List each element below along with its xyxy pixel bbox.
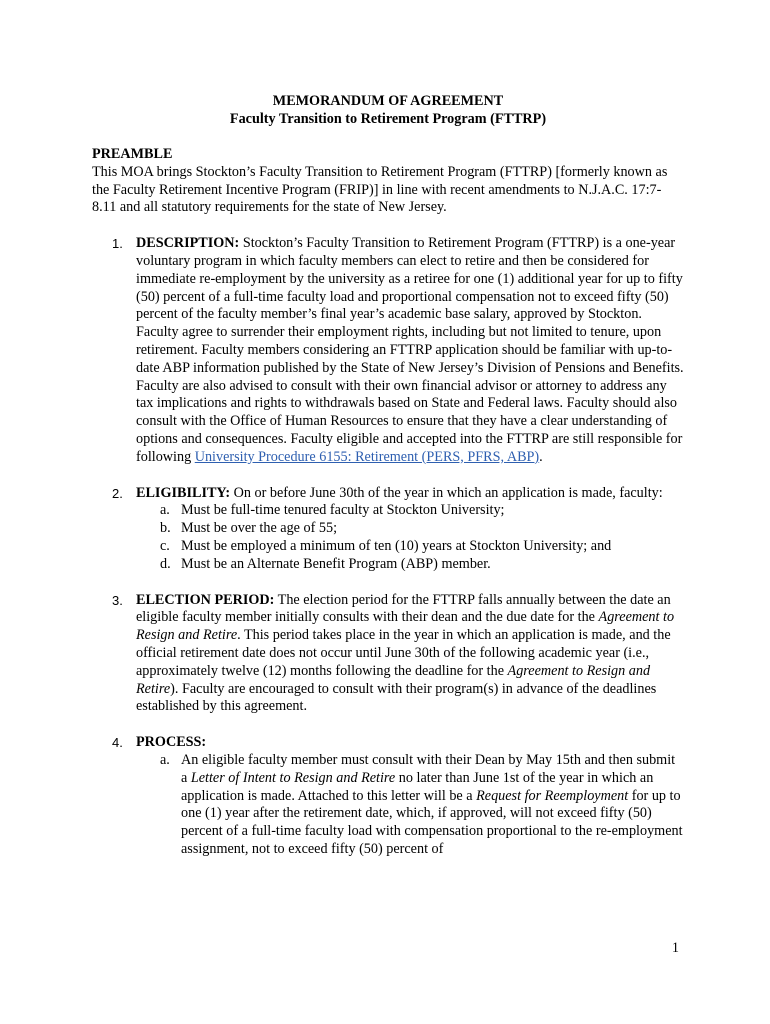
section-description xyxy=(92,235,684,466)
section-number: 3. xyxy=(112,592,123,608)
section-eligibility xyxy=(92,485,684,574)
list-letter: a. xyxy=(160,751,170,768)
section-number: 2. xyxy=(112,485,123,501)
list-item-text: Must be employed a minimum of ten (10) years at Stockton University; and xyxy=(181,537,612,554)
list-item-text: An eligible faculty member must consult with their Dean by May 15th and then submit a xyxy=(181,751,676,786)
page-number: 1 xyxy=(671,940,679,956)
list-item-text: no later than June 1st of the year in which an application is made. Attached to this letter will be a xyxy=(181,769,654,804)
list-item xyxy=(136,538,684,556)
document-page xyxy=(92,92,684,859)
section-text: The election period for the FTTRP falls annually between the date an eligible faculty member initially consults with their dean and the due date for the xyxy=(136,591,671,626)
section-text-end: . xyxy=(539,448,543,465)
list-letter: b. xyxy=(160,520,171,537)
university-procedure-link[interactable]: University Procedure 6155: Retirement (PERS, PFRS, ABP) xyxy=(194,448,540,465)
document-title xyxy=(92,92,684,128)
section-title: PROCESS: xyxy=(136,734,207,751)
section-text: Stockton’s Faculty Transition to Retirement Program (FTTRP) is a one-year voluntary program in which faculty members can elect to retire and then be considered for immediate re-employment by the university as a retiree for one (1) additional year for up to fifty (50) percent of a full-time faculty load and proportional compensation not to exceed fifty (50) percent of the faculty member’s final year’s academic base salary, approved by Stockton. Faculty agree to surrender their employment rights, including but not limited to tenure, upon retirement. Faculty members considering an FTTRP application should be familiar with up-to-date ABP information published by the State of New Jersey’s Division of Pensions and Benefits. Faculty are also advised to consult with their own financial advisor or attorney to address any tax implications and rights to withdrawals based on State and Federal laws. Faculty should also consult with the Office of Human Resources to ensure that they have a clear understanding of options and consequences. Faculty eligible and accepted into the FTTRP are still responsible for following xyxy=(136,235,684,465)
preamble-heading: PREAMBLE xyxy=(92,146,173,162)
section-title: ELECTION PERIOD: xyxy=(136,591,275,608)
section-number: 4. xyxy=(112,735,123,751)
section-text: . This period takes place in the year in which an application is made, and the official retirement date does not occur until June 30th of the following academic year (i.e., approximately twelve (12) months following the deadline for the xyxy=(136,627,671,679)
section-title: DESCRIPTION: xyxy=(136,235,240,252)
section-text: ). Faculty are encouraged to consult with their program(s) in advance of the deadlines established by this agreement. xyxy=(136,680,657,715)
list-item-text: for up to one (1) year after the retirement date, which, if approved, will not exceed fifty (50) percent of a full-time faculty load with compensation proportional to the re-employment assignment, not to exceed fifty (50) percent of xyxy=(181,787,683,857)
agreement-title: Agreement to Resign and Retire xyxy=(136,609,675,644)
list-item-text: Must be over the age of 55; xyxy=(181,520,338,537)
section-number: 1. xyxy=(112,236,123,252)
title-line-1: MEMORANDUM OF AGREEMENT xyxy=(272,93,504,109)
preamble-text: This MOA brings Stockton’s Faculty Transition to Retirement Program (FTTRP) [formerly known as the Faculty Retirement Incentive Program (FRIP)] in line with recent amendments to N.J.A.C. 17:7-8.11 and all statutory requirements for the state of New Jersey. xyxy=(92,163,668,216)
letter-of-intent-title: Letter of Intent to Resign and Retire xyxy=(190,769,396,786)
list-item xyxy=(136,520,684,538)
agreement-title: Agreement to Resign and Retire xyxy=(136,662,651,697)
list-item xyxy=(136,502,684,520)
title-line-2: Faculty Transition to Retirement Program (FTTRP) xyxy=(229,111,547,127)
list-item xyxy=(136,556,684,574)
list-letter: c. xyxy=(160,537,170,554)
list-item xyxy=(136,752,684,859)
list-letter: d. xyxy=(160,555,171,572)
section-text: On or before June 30th of the year in which an application is made, faculty: xyxy=(230,484,663,501)
eligibility-list xyxy=(136,502,684,573)
section-title: ELIGIBILITY: xyxy=(136,484,231,501)
section-process xyxy=(92,734,684,859)
list-item-text: Must be full-time tenured faculty at Stockton University; xyxy=(181,502,505,519)
list-letter: a. xyxy=(160,502,170,519)
list-item-text: Must be an Alternate Benefit Program (ABP) member. xyxy=(181,555,491,572)
process-list xyxy=(136,752,684,859)
request-reemployment-title: Request for Reemployment xyxy=(476,787,629,804)
section-election-period xyxy=(92,592,684,717)
